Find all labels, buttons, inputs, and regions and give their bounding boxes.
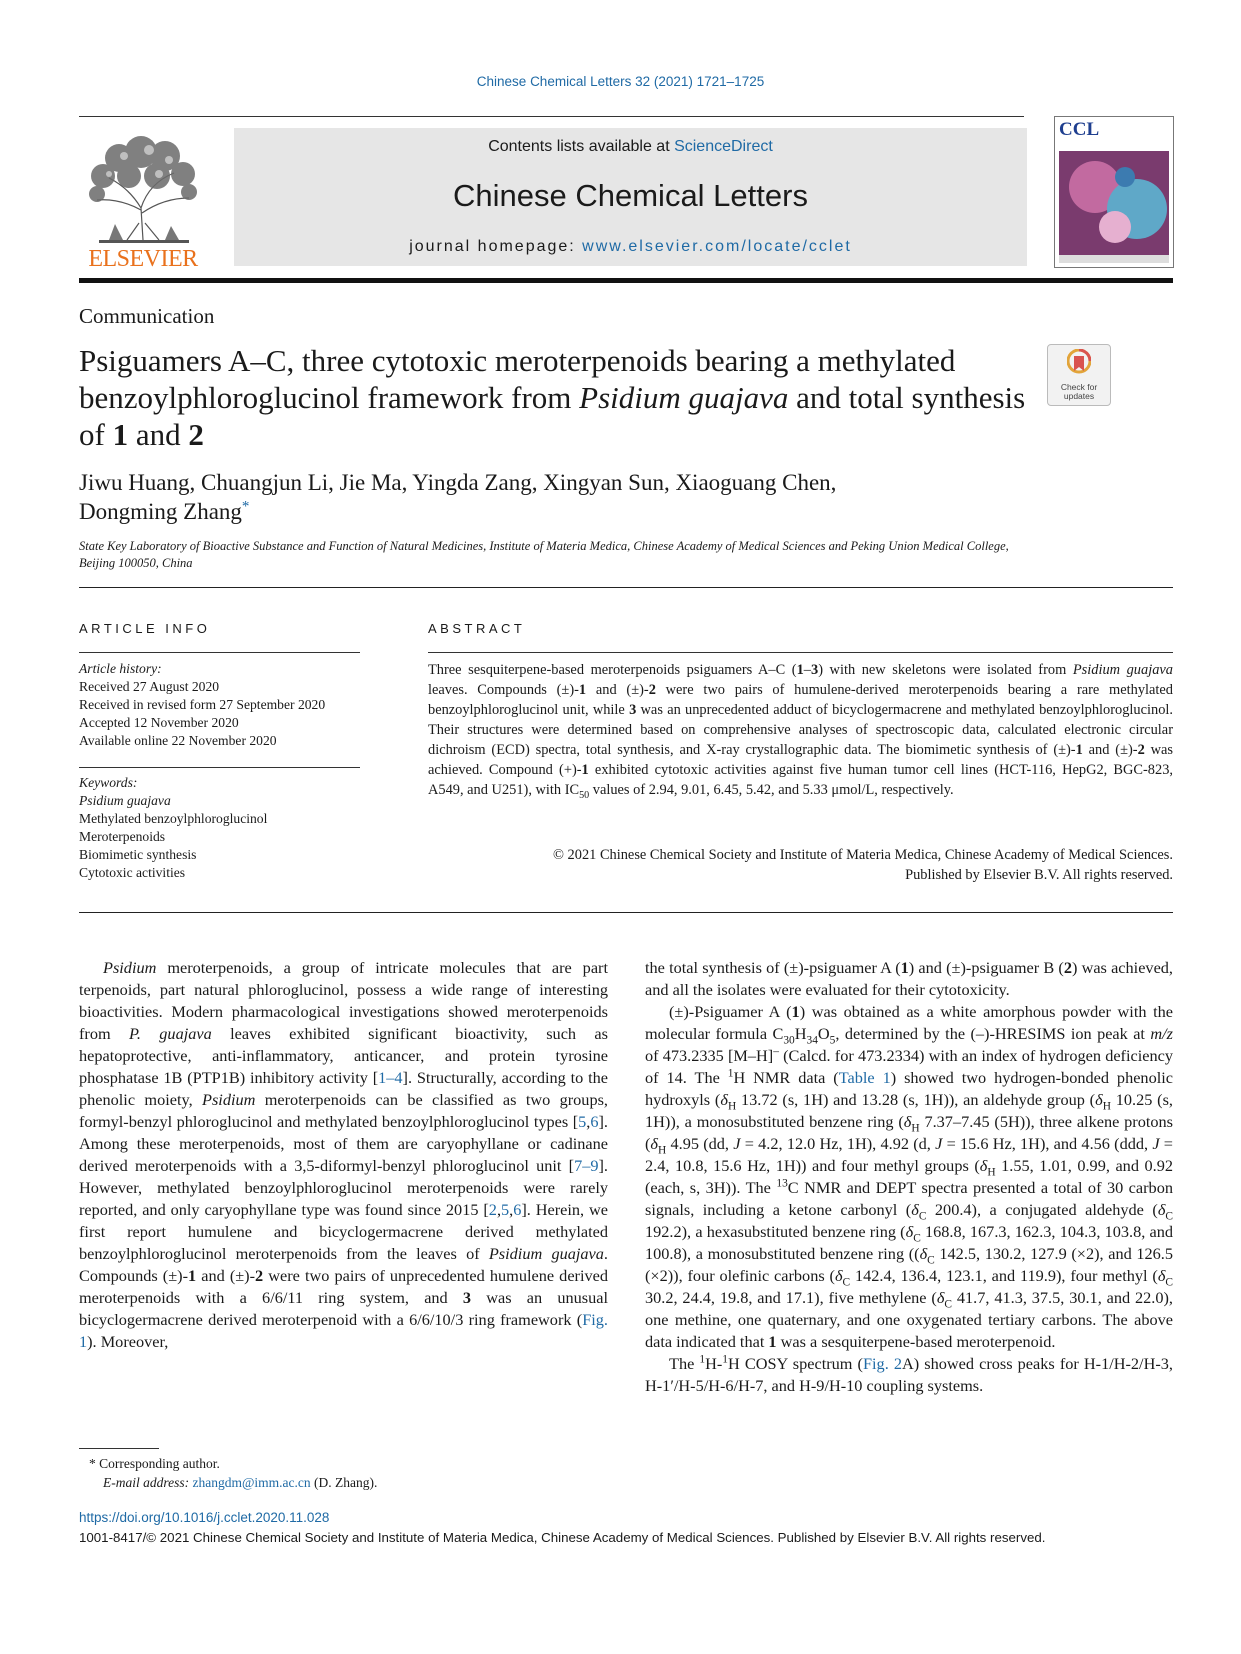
footnote-corresponding bbox=[79, 1454, 579, 1473]
title-species: Psidium guajava bbox=[579, 380, 789, 415]
history-label: Article history: bbox=[79, 661, 162, 676]
keywords-label: Keywords: bbox=[79, 775, 138, 790]
footnote-mark: * bbox=[89, 1456, 96, 1471]
abstract-body: Three sesquiterpene-based meroterpenoids psiguamers A–C (1–3) with new skeletons were isolated from Psidium guajava leaves. Compounds (±)-1 and (±)-2 were two pairs of humulene-derived meroterpenoids bearing a rare methylated benzoylphloroglucinol unit, while 3 was an unprecedented adduct of bicyclogermacrene and methylated benzoylphloroglucinol. Their structures were determined based on comprehensive analyses of spectroscopic data, calculated electronic circular dichroism (ECD) spectra, total synthesis, and X-ray crystallographic data. The biomimetic synthesis of (±)-1 and (±)-2 was achieved. Compound (+)-1 exhibited cytotoxic activities against five human tumor cell lines (HCT-116, HepG2, BGC-823, A549, and U251), with $IC_{50}$ values of 2.94, 9.01, 6.45, 5.42, and 5.33 μmol/L, respectively. bbox=[428, 662, 1173, 801]
keywords bbox=[79, 774, 369, 882]
table-link[interactable]: Table 1 bbox=[838, 1068, 891, 1087]
author-list bbox=[79, 468, 1079, 526]
contents-line bbox=[234, 138, 1027, 156]
issn-copyright-line: 1001-8417/© 2021 Chinese Chemical Society and Institute of Materia Medica, Chinese Academy of Medical Sciences. Published by Elsevier B.V. All rights reserved. bbox=[79, 1530, 1046, 1545]
body-column-right bbox=[645, 957, 1173, 1397]
body-paragraph: The $^1$H-$^1$H COSY spectrum (Fig. 2A) showed cross peaks for H-1/H-2/H-3, H-1′/H-5/H-6/H-7, and H-9/H-10 coupling systems. bbox=[645, 1353, 1173, 1395]
title-compound-1: 1 bbox=[112, 417, 129, 452]
article-history bbox=[79, 660, 369, 750]
figure-link[interactable]: Fig. 2 bbox=[862, 1354, 902, 1373]
journal-masthead bbox=[234, 128, 1027, 266]
footnote bbox=[79, 1454, 579, 1492]
body-column-left bbox=[79, 957, 608, 1353]
title-compound-2: 2 bbox=[188, 417, 204, 452]
figure-link[interactable]: Fig. 1 bbox=[79, 1310, 608, 1351]
title-part-2: and total synthesis of bbox=[79, 380, 1026, 452]
journal-name: Chinese Chemical Letters bbox=[453, 178, 808, 213]
journal-homepage-link[interactable]: www.elsevier.com/locate/cclet bbox=[582, 238, 852, 255]
keyword-item: Cytotoxic activities bbox=[79, 865, 186, 880]
body-paragraph: the total synthesis of (±)-psiguamer A (1) and (±)-psiguamer B (2) was achieved, and all the isolates were evaluated for their cytotoxicity. bbox=[645, 958, 1174, 999]
citation-link[interactable]: 6 bbox=[590, 1112, 599, 1131]
article-type: Communication bbox=[79, 304, 215, 328]
authors-line-2 bbox=[79, 497, 1079, 526]
keyword-item: Biomimetic synthesis bbox=[79, 847, 197, 862]
check-for-updates-label: Check for updates bbox=[1060, 382, 1098, 401]
doi-link[interactable]: https://doi.org/10.1016/j.cclet.2020.11.028 bbox=[79, 1510, 330, 1525]
corresponding-author-name: Dongming Zhang bbox=[79, 499, 242, 524]
corresponding-author-mark[interactable]: * bbox=[241, 498, 250, 515]
body-paragraph: Psidium meroterpenoids, a group of intricate molecules that are part terpenoids, part natural phloroglucinol, possess a wide range of interesting bioactivities. Modern pharmacological investigations showed meroterpenoids from P. guajava leaves exhibited significant bioactivity, such as hepatoprotective, anti-inflammatory, anticancer, and protein tyrosine phosphatase 1B (PTP1B) inhibitory activity [1–4]. Structurally, according to the phenolic moiety, Psidium meroterpenoids can be classified as two groups, formyl-benzyl phloroglucinol and methylated benzoylphloroglucinol types [5,6]. Among these meroterpenoids, most of them are caryophyllane or cadinane derived meroterpenoids with a 3,5-diformyl-benzyl phloroglucinol unit [7–9]. However, methylated benzoylphloroglucinol meroterpenoids were rarely reported, and only caryophyllane type was found since 2015 [2,5,6]. Herein, we first report humulene and bicyclogermacrene derived methylated benzoylphloroglucinol meroterpenoids from the leaves of Psidium guajava. Compounds (±)-1 and (±)-2 were two pairs of unprecedented humulene derived meroterpenoids with a 6/6/11 ring system, and 3 was an unusual bicyclogermacrene derived meroterpenoid with a 6/6/10/3 ring framework (Fig. 1). Moreover, bbox=[79, 958, 609, 1351]
citation-link[interactable]: 2 bbox=[488, 1200, 497, 1219]
footnote-corresponding-text: Corresponding author. bbox=[99, 1456, 220, 1471]
footnote-email bbox=[79, 1473, 579, 1492]
cover-logo: CCL bbox=[1059, 119, 1100, 140]
history-revised: Received in revised form 27 September 2020 bbox=[79, 697, 326, 712]
article-title bbox=[79, 342, 1039, 453]
citation-link[interactable]: 7–9 bbox=[574, 1156, 599, 1175]
check-for-updates-button[interactable] bbox=[1047, 344, 1111, 406]
keywords-rule bbox=[79, 767, 360, 768]
history-accepted: Accepted 12 November 2020 bbox=[79, 715, 239, 730]
citation-link[interactable]: 1–4 bbox=[378, 1068, 403, 1087]
homepage-prefix: journal homepage: bbox=[409, 238, 583, 255]
elsevier-wordmark: ELSEVIER bbox=[88, 246, 198, 272]
abstract-copyright bbox=[428, 845, 1173, 885]
email-label: E-mail address: bbox=[103, 1475, 193, 1490]
keyword-item: Methylated benzoylphloroglucinol bbox=[79, 811, 268, 826]
abstract-divider bbox=[79, 912, 1173, 913]
authors-line-1: Jiwu Huang, Chuangjun Li, Jie Ma, Yingda Zang, Xingyan Sun, Xiaoguang Chen, bbox=[79, 470, 837, 495]
footnote-rule bbox=[79, 1448, 159, 1449]
body-paragraph: (±)-Psiguamer A (1) was obtained as a white amorphous powder with the molecular formula $C_{30}H_{34}O_5$, determined by the (–)-HRESIMS ion peak at m/z of 473.2335 [M–H]– (Calcd. for 473.2334) with an index of hydrogen deficiency of 14. The $^1$H NMR data (Table 1) showed two hydrogen-bonded phenolic hydroxyls ($\delta_H$ 13.72 (s, 1H) and 13.28 (s, 1H)), an aldehyde group ($\delta_H$ 10.25 (s, 1H)), a monosubstituted benzene ring ($\delta_H$ 7.37–7.45 (5H)), three alkene protons ($\delta_H$ 4.95 (dd, J = 4.2, 12.0 Hz, 1H), 4.92 (d, J = 15.6 Hz, 1H), and 4.56 (ddd, J = 2.4, 10.8, 15.6 Hz, 1H)) and four methyl groups ($\delta_H$ 1.55, 1.01, 0.99, and 0.92 (each, s, 3H)). The $^{13}$C NMR and DEPT spectra presented a total of 30 carbon signals, including a ketone carbonyl ($\delta_C$ 200.4), a conjugated aldehyde ($\delta_C$ 192.2), a hexasubstituted benzene ring ($\delta_C$ 168.8, 167.3, 162.3, 104.3, 103.8, and 100.8), a monosubstituted benzene ring (($\delta_C$ 142.5, 130.2, 127.9 (×2), and 126.5 (×2)), four olefinic carbons ($\delta_C$ 142.4, 136.4, 123.1, and 119.9), four methyl ($\delta_C$ 30.2, 24.4, 19.8, and 17.1), five methylene ($\delta_C$ 41.7, 41.3, 37.5, 30.1, and 22.0), one methine, one quaternary, and one oxygenated tertiary carbons. The above data indicated that 1 was a sesquiterpene-based meroterpenoid. bbox=[645, 1002, 1174, 1351]
history-received: Received 27 August 2020 bbox=[79, 679, 220, 694]
keyword-item: Psidium guajava bbox=[79, 793, 171, 808]
abstract-copyright-line-2: Published by Elsevier B.V. All rights reserved. bbox=[905, 867, 1173, 883]
author-email-link[interactable]: zhangdm@imm.ac.cn bbox=[192, 1475, 311, 1490]
header-thick-rule bbox=[79, 278, 1173, 283]
journal-reference[interactable]: Chinese Chemical Letters 32 (2021) 1721–1725 bbox=[476, 74, 765, 89]
abstract-heading: ABSTRACT bbox=[428, 621, 526, 636]
abstract-rule bbox=[428, 652, 1173, 653]
homepage-line bbox=[234, 238, 1027, 256]
abstract-copyright-line-1: © 2021 Chinese Chemical Society and Institute of Materia Medica, Chinese Academy of Medical Sciences. bbox=[553, 847, 1173, 863]
top-divider bbox=[79, 116, 1024, 117]
article-info-heading: ARTICLE INFO bbox=[79, 621, 211, 636]
contents-prefix: Contents lists available at bbox=[488, 138, 675, 155]
citation-link[interactable]: 5 bbox=[578, 1112, 587, 1131]
bookmark-icon bbox=[1067, 349, 1091, 379]
title-part-1: Psiguamers A–C, three cytotoxic meroterpenoids bearing a methylated benzoylphloroglucinol framework from bbox=[79, 343, 956, 415]
sciencedirect-link[interactable]: ScienceDirect bbox=[674, 138, 773, 155]
history-online: Available online 22 November 2020 bbox=[79, 733, 277, 748]
article-info-rule bbox=[79, 652, 360, 653]
affiliation: State Key Laboratory of Bioactive Substance and Function of Natural Medicines, Institute of Materia Medica, Chinese Academy of Medical Sciences and Peking Union Medical College, Beijing 100050, China bbox=[79, 539, 1009, 570]
title-and: and bbox=[128, 417, 189, 452]
keyword-item: Meroterpenoids bbox=[79, 829, 166, 844]
citation-link[interactable]: 6 bbox=[513, 1200, 522, 1219]
affiliation-divider bbox=[79, 587, 1173, 588]
email-suffix: (D. Zhang). bbox=[310, 1475, 378, 1490]
journal-cover-image bbox=[1054, 116, 1174, 268]
citation-link[interactable]: 5 bbox=[501, 1200, 510, 1219]
